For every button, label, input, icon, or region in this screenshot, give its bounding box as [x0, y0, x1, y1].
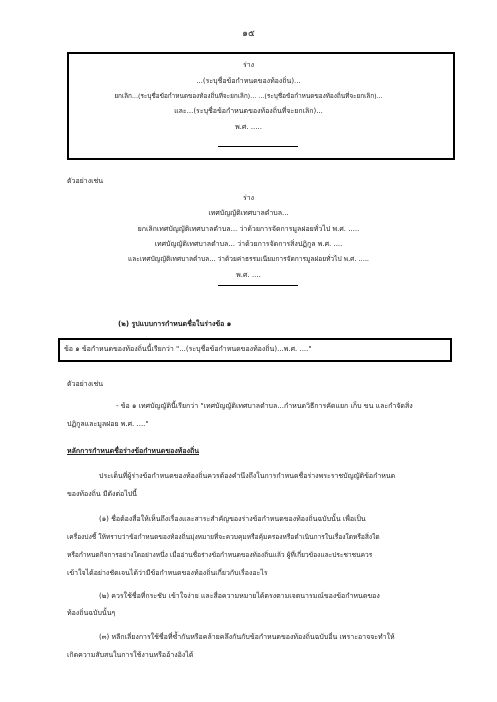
example1-label: ตัวอย่างเช่น	[67, 177, 104, 185]
box1-divider	[218, 146, 298, 147]
principles-intro-line-1: ประเด็นที่ผู้ร่างข้อกำหนดของท้องถิ่นควรต้องคำนึงถึงในการกำหนดชื่อร่างพระราชบัญญัติข้อกำหนด	[99, 472, 396, 480]
item3-line-1: (๓) หลีกเลี่ยงการใช้ชื่อที่ซ้ำกันหรือคล้ายคลึงกันกับข้อกำหนดของท้องถิ่นฉบับอื่น เพราะอาจจะทำให้	[99, 633, 395, 641]
page-number: ๑๕	[242, 29, 255, 39]
example2-label: ตัวอย่างเช่น	[67, 380, 104, 388]
box1-line-5: พ.ศ. .....	[235, 123, 262, 131]
box1-line-2: ...(ระบุชื่อข้อกำหนดของท้องถิ่น)...	[196, 77, 301, 85]
principles-heading: หลักการกำหนดชื่อร่างข้อกำหนดของท้องถิ่น	[67, 447, 200, 455]
item1-line-1: (๑) ชื่อต้องสื่อให้เห็นถึงเรื่องและสาระสำคัญของร่างข้อกำหนดของท้องถิ่นฉบับนั้น เพื่อเป็น	[99, 515, 366, 523]
example1-line-3: ยกเลิกเทศบัญญัติเทศบาลตำบล... ว่าด้วยการจัดการมูลฝอยทั่วไป พ.ศ. .....	[137, 225, 360, 233]
example1-line-4: เทศบัญญัติเทศบาลตำบล... ว่าด้วยการจัดการสิ่งปฏิกูล พ.ศ. ....	[154, 240, 343, 248]
box1-line-3: ยกเลิก...(ระบุชื่อข้อกำหนดของท้องถิ่นที่จะยกเลิก)... ...(ระบุชื่อข้อกำหนดของท้องถิ่นที่จะยกเลิก)...	[114, 92, 383, 100]
item3-line-2: เกิดความสับสนในการใช้งานหรืออ้างอิงได้	[67, 651, 194, 659]
section2-heading: (๒) รูปแบบการกำหนดชื่อในร่างข้อ ๑	[118, 320, 232, 328]
item1-line-2: เครื่องบ่งชี้ ให้ทราบว่าข้อกำหนดของท้องถิ่นมุ่งหมายที่จะควบคุมหรือคุ้มครองหรือดำเนินการในเรื่องใดหรือสิ่งใด	[67, 533, 380, 541]
principles-intro-line-2: ของท้องถิ่น มีดังต่อไปนี้	[67, 490, 137, 498]
box1-line-1: ร่าง	[242, 61, 255, 69]
item1-line-4: เข้าใจได้อย่างชัดเจนได้ว่ามีข้อกำหนดของท้องถิ่นเกี่ยวกับเรื่องอะไร	[67, 569, 268, 577]
example2-line-1: - ข้อ ๑ เทศบัญญัตินี้เรียกว่า "เทศบัญญัติเทศบาลตำบล...กำหนดวิธีการคัดแยก เก็บ ขน และกำจัดสิ่ง	[116, 402, 413, 410]
box1-line-4: และ...(ระบุชื่อข้อกำหนดของท้องถิ่นที่จะยกเลิก)...	[174, 107, 323, 115]
clause1-text: ข้อ ๑ ข้อกำหนดของท้องถิ่นนี้เรียกว่า "...(ระบุชื่อข้อกำหนดของท้องถิ่น)...พ.ศ. ...."	[64, 345, 312, 353]
item2-line-2: ท้องถิ่นฉบับนั้นๆ	[67, 609, 116, 617]
example1-divider	[218, 285, 298, 286]
example1-line-2: เทศบัญญัติเทศบาลตำบล...	[208, 209, 289, 217]
item2-line-1: (๒) ควรใช้ชื่อที่กระชับ เข้าใจง่าย และสื่อความหมายได้ตรงตามเจตนารมณ์ของข้อกำหนดของ	[99, 592, 380, 600]
example1-line-5: และเทศบัญญัติเทศบาลตำบล... ว่าด้วยค่าธรรมเนียมการจัดการมูลฝอยทั่วไป พ.ศ. .....	[127, 255, 370, 263]
example2-line-2: ปฏิกูลและมูลฝอย พ.ศ. ...."	[67, 420, 149, 428]
example1-line-1: ร่าง	[242, 194, 255, 202]
example1-line-6: พ.ศ. ....	[236, 271, 261, 279]
item1-line-3: หรือกำหนดกิจการอย่างใดอย่างหนึ่ง เมื่ออ่านชื่อร่างข้อกำหนดของท้องถิ่นแล้ว ผู้ที่เกี่ยวข้องและประชาชนควร	[67, 551, 373, 559]
